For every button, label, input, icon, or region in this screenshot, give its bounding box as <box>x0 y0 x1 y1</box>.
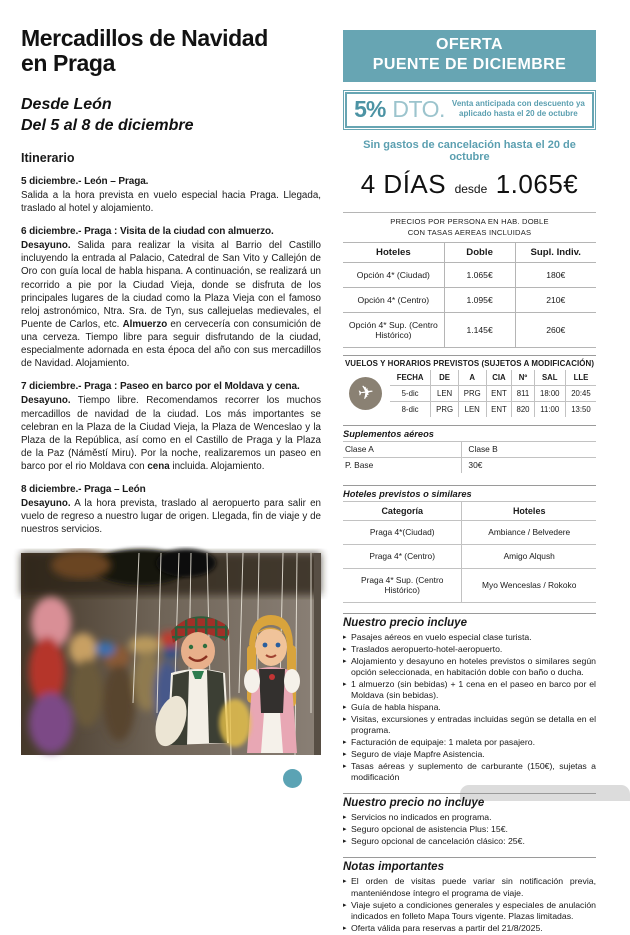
day-text: Salida para realizar la visita al Barrio del Castillo incluyendo la entrada al Palacio, Catedral de San Vito y Callejón de Oro con guía local de habla hispana. A continuación, se realizará un recorrido a pie por la Ciudad Vieja, donde se disfruta de los principales lugares de la ciudad como la Plaza Vieja con el famoso reloj astronómico, Ntra. Sra. de Tyn, sus callejuelas medievales, el Puente de Carlos, etc. <box>21 240 321 330</box>
hotels-header-row <box>343 501 596 520</box>
offer-banner <box>343 30 596 82</box>
flight-lle: 13:50 <box>565 401 596 417</box>
hotels-section <box>343 485 596 603</box>
bullet-icon: ▸ <box>343 716 347 724</box>
subtitle-origin: Desde León <box>21 95 112 113</box>
hotel-row <box>343 520 596 544</box>
day-body <box>21 394 321 473</box>
notes-list <box>343 876 596 933</box>
day-body <box>21 497 321 536</box>
price-value: 1.065€ <box>495 168 579 199</box>
flight-cia: ENT <box>486 385 512 401</box>
flights-row <box>343 370 596 417</box>
bullet-icon: ▸ <box>343 814 347 822</box>
price-table <box>343 212 596 348</box>
item-text: Pasajes aéreos en vuelo especial clase turista. <box>351 631 532 642</box>
notes-section <box>343 857 596 933</box>
itinerary-day-5 <box>21 176 321 215</box>
hotel-names: Amigo Alqush <box>462 544 596 568</box>
day-text: Salida a la hora prevista en vuelo especial hacia Praga. Llegada, traslado al hotel y alojamiento. <box>21 189 321 214</box>
price-supl: 210€ <box>515 287 596 312</box>
hotels-table <box>343 501 596 603</box>
bullet-icon: ▸ <box>343 763 347 771</box>
list-item <box>343 761 596 783</box>
list-item <box>343 876 596 898</box>
day-heading: 7 diciembre.- Praga : Paseo en barco por el Moldava y cena. <box>21 381 300 393</box>
hotels-heading: Hoteles previstos o similares <box>343 488 472 499</box>
offer-banner-line1: OFERTA <box>436 36 503 53</box>
item-text: Guía de habla hispana. <box>351 702 441 712</box>
includes-heading: Nuestro precio incluye <box>343 616 467 629</box>
list-item <box>343 702 596 713</box>
item-text: 1 almuerzo (sin bebidas) + 1 cena en el paseo en barco por el Moldava (sin bebidas). <box>351 678 596 700</box>
day-text-bold: Desayuno. <box>21 395 71 407</box>
air-supplements-section <box>343 425 596 473</box>
list-item <box>343 836 596 847</box>
page-subtitle <box>21 94 321 136</box>
discount-box <box>343 90 596 130</box>
caption-line2: CON TASAS AEREAS INCLUIDAS <box>407 228 532 238</box>
includes-section <box>343 613 596 784</box>
price-doble: 1.095€ <box>444 287 515 312</box>
supplement-row <box>343 441 596 457</box>
page-title <box>21 26 321 76</box>
bullet-icon: ▸ <box>343 645 347 653</box>
discount-note-line1: Venta anticipada con descuento ya <box>451 99 585 109</box>
day-heading: 6 diciembre.- Praga : Visita de la ciudad con almuerzo. <box>21 226 274 238</box>
item-text: Servicios no indicados en programa. <box>351 812 492 823</box>
flight-lle: 20:45 <box>565 385 596 401</box>
page-title-line1: Mercadillos de Navidad <box>21 25 268 51</box>
list-item <box>343 824 596 835</box>
col-hoteles: Hoteles <box>462 501 596 520</box>
list-item <box>343 749 596 760</box>
discount-label: DTO. <box>392 95 445 122</box>
day-text-bold: Almuerzo <box>122 318 168 330</box>
hotel-names: Myo Wenceslas / Rokoko <box>482 580 577 591</box>
list-item <box>343 900 596 922</box>
hotel-names: Ambiance / Belvedere <box>462 520 596 544</box>
col-sal: SAL <box>534 370 565 386</box>
cancellation-note: Sin gastos de cancelación hasta el 20 de octubre <box>363 138 576 163</box>
list-item <box>343 923 596 934</box>
desde-label: desde <box>454 181 488 196</box>
day-body <box>21 239 321 370</box>
flight-sal: 11:00 <box>534 401 565 417</box>
discount-box-inner <box>345 92 594 128</box>
marionettes-illustration <box>21 553 321 755</box>
day-text-bold: cena <box>147 461 170 472</box>
col-lle: LLE <box>565 370 596 386</box>
not-includes-heading: Nuestro precio no incluye <box>343 797 485 810</box>
left-column <box>21 26 321 537</box>
itinerary-day-7 <box>21 381 321 473</box>
bullet-icon: ▸ <box>343 739 347 747</box>
caption-line1: PRECIOS POR PERSONA EN HAB. DOBLE <box>390 216 549 226</box>
day-text: en cervecería con consumición de una cerveza. Tiempo libre para seguir disfrutando de la ciudad, especialmente adornada en esta época del año con sus mercadillos de Navidad. Alojamiento. <box>21 318 321 370</box>
item-text: Seguro de viaje Mapfre Asistencia. <box>351 749 485 760</box>
flight-a: LEN <box>458 401 486 417</box>
airplane-glyph: ✈ <box>356 381 375 405</box>
flight-row <box>390 401 596 417</box>
flight-row <box>390 385 596 401</box>
day-body <box>21 189 321 215</box>
list-item <box>343 714 596 736</box>
hotel-option: Opción 4* (Ciudad) <box>343 262 444 287</box>
hotel-row <box>343 544 596 568</box>
item-text: El orden de visitas puede variar sin notificación previa, manteniéndose íntegro el programa de viaje. <box>351 876 596 898</box>
class-a: Clase A <box>343 441 462 457</box>
list-item <box>343 812 596 823</box>
list-item <box>343 644 596 655</box>
includes-list <box>343 632 596 784</box>
bullet-icon: ▸ <box>343 838 347 846</box>
price-headline <box>343 169 596 200</box>
hotel-option: Opción 4* (Centro) <box>343 287 444 312</box>
flights-heading: VUELOS Y HORARIOS PREVISTOS (SUJETOS A MODIFICACIÓN) <box>344 358 595 368</box>
bullet-icon: ▸ <box>343 680 347 688</box>
class-b: Clase B <box>462 441 596 457</box>
bullet-icon: ▸ <box>343 826 347 834</box>
col-a: A <box>458 370 486 386</box>
price-table-header-row <box>343 243 596 263</box>
col-num: Nº <box>512 370 534 386</box>
air-supplements-table <box>343 441 596 473</box>
right-column <box>343 30 596 935</box>
flight-num: 811 <box>512 385 534 401</box>
day-heading: 5 diciembre.- León – Praga. <box>21 175 149 187</box>
item-text: Viaje sujeto a condiciones generales y especiales de anulación indicados en folleto Mapa Tours vigente. Plazas limitadas. <box>351 899 596 921</box>
flight-fecha: 8-dic <box>390 401 431 417</box>
bullet-icon: ▸ <box>343 901 347 909</box>
list-item <box>343 656 596 678</box>
col-cia: CIA <box>486 370 512 386</box>
item-text: Seguro opcional de cancelación clásico: 25€. <box>351 836 525 847</box>
page-title-line2: en Praga <box>21 49 115 76</box>
bullet-icon: ▸ <box>343 704 347 711</box>
price-doble: 1.145€ <box>444 312 515 347</box>
base-price: 30€ <box>462 457 596 473</box>
bullet-icon: ▸ <box>343 878 347 886</box>
price-supl: 180€ <box>515 262 596 287</box>
col-hoteles: Hoteles <box>343 243 444 263</box>
flights-header-row <box>390 370 596 386</box>
item-text: Alojamiento y desayuno en hoteles previstos o similares según opción seleccionada, en habitación doble con baño o ducha. <box>351 655 596 677</box>
flight-fecha: 5-dic <box>390 385 431 401</box>
offer-banner-line2: PUENTE DE DICIEMBRE <box>372 56 567 74</box>
airplane-icon <box>349 377 382 410</box>
day-text-bold: Desayuno. <box>21 240 71 252</box>
price-supl: 260€ <box>546 324 566 335</box>
flight-cia: ENT <box>486 401 512 417</box>
flight-de: LEN <box>431 385 459 401</box>
flight-de: PRG <box>431 401 459 417</box>
itinerary-day-6 <box>21 226 321 370</box>
girl-marionette <box>244 615 300 753</box>
hotel-option: Opción 4* Sup. (Centro Histórico) <box>343 312 444 347</box>
flight-num: 820 <box>512 401 534 417</box>
discount-percent: 5% <box>354 95 386 122</box>
list-item <box>343 679 596 701</box>
flight-sal: 18:00 <box>534 385 565 401</box>
price-row <box>343 312 596 347</box>
bullet-icon: ▸ <box>343 633 347 641</box>
hotel-category: Praga 4* (Centro) <box>343 544 462 568</box>
bullet-icon: ▸ <box>343 657 347 665</box>
price-doble: 1.065€ <box>444 262 515 287</box>
item-text: Tasas aéreas y suplemento de carburante (150€), sujetas a modificación <box>351 761 596 783</box>
subtitle-dates: Del 5 al 8 de diciembre <box>21 116 194 134</box>
day-text: A la hora prevista, traslado al aeropuerto para salir en vuelo de regreso a nuestro lugar de origen. Llegada, fin de viaje y de nuestros servicios. <box>21 498 321 536</box>
not-includes-list <box>343 812 596 847</box>
discount-note-line2: aplicado hasta el 20 de octubre <box>459 109 578 119</box>
bullet-icon: ▸ <box>343 751 347 759</box>
notes-heading: Notas importantes <box>343 861 444 874</box>
price-table-caption <box>343 213 596 243</box>
list-item <box>343 737 596 748</box>
supplement-row <box>343 457 596 473</box>
col-de: DE <box>431 370 459 386</box>
item-text: Facturación de equipaje: 1 maleta por pasajero. <box>351 737 535 748</box>
price-row <box>343 287 596 312</box>
air-supplements-heading: Suplementos aéreos <box>343 428 434 439</box>
base-label: P. Base <box>343 457 462 473</box>
list-item <box>343 632 596 643</box>
day-text: incluida. Alojamiento. <box>169 461 265 472</box>
item-text: Visitas, excursiones y entradas incluidas según se detalla en el programa. <box>351 714 596 736</box>
teal-dot-decoration <box>283 769 302 788</box>
day-text-bold: Desayuno. <box>21 498 71 510</box>
price-row <box>343 262 596 287</box>
day-heading: 8 diciembre.- Praga – León <box>21 484 146 496</box>
hotel-category: Praga 4* Sup. (Centro Histórico) <box>343 568 462 602</box>
item-text: Seguro opcional de asistencia Plus: 15€. <box>351 824 508 835</box>
hotel-category: Praga 4*(Ciudad) <box>343 520 462 544</box>
duration-label: 4 DÍAS <box>360 168 447 199</box>
discount-note <box>452 99 585 119</box>
col-fecha: FECHA <box>390 370 431 386</box>
marionettes-photo <box>21 553 321 755</box>
flights-table <box>390 370 596 417</box>
itinerary-heading: Itinerario <box>21 150 75 165</box>
col-categoria: Categoría <box>343 501 462 520</box>
itinerary-day-8 <box>21 484 321 536</box>
hotel-row <box>343 568 596 602</box>
flights-section <box>343 355 596 417</box>
bullet-icon: ▸ <box>343 924 347 932</box>
item-text: Traslados aeropuerto-hotel-aeropuerto. <box>351 643 503 654</box>
day-text: Tiempo libre. Recomendamos recorrer los muchos mercadillos de navidad de la ciudad. Los más importantes se celebran en la Plaza de la Ciudad Vieja, la Plaza de Wenceslao y la Plaza de la República, así como en el Castillo de Praga y la Plaza de la Paz (Náměstí Miru). Por la noche, realizaremos un paseo en barco por el rio Moldava con <box>21 395 321 472</box>
col-doble: Doble <box>444 243 515 263</box>
not-includes-section <box>343 793 596 847</box>
col-supl: Supl. Indiv. <box>515 243 596 263</box>
item-text: Oferta válida para reservas a partir del 21/8/2025. <box>351 922 543 933</box>
flight-a: PRG <box>458 385 486 401</box>
